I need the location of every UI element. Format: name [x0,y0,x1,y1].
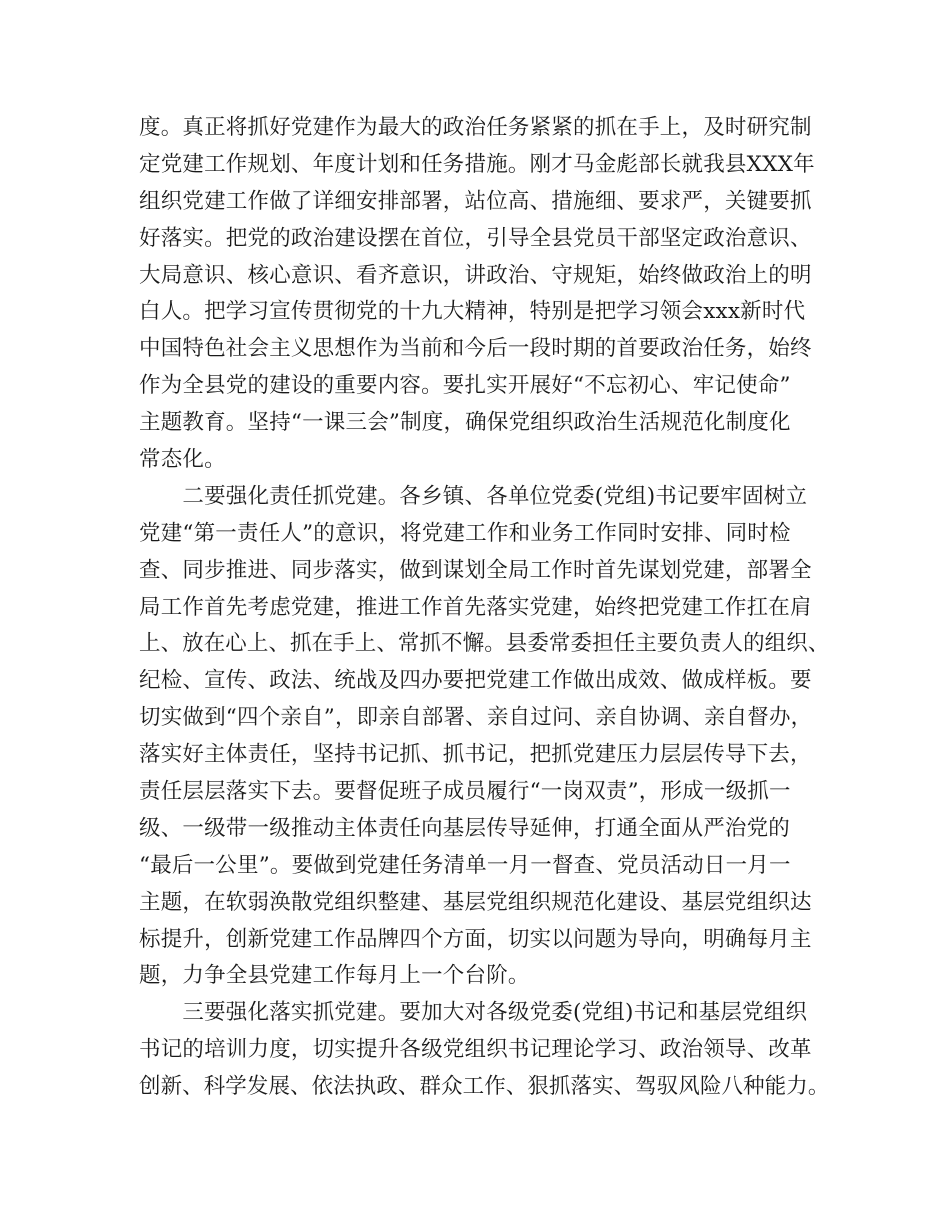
text-line: 党建“第一责任人”的意识，将党建工作和业务工作同时安排、同时检 [139,520,791,546]
text-line: 局工作首先考虑党建，推进工作首先落实党建，始终把党建工作扛在肩 [139,594,812,620]
text-line: “最后一公里”。要做到党建任务清单一月一督查、党员活动日一月一 [139,852,791,878]
text-line: 题，力争全县党建工作每月上一个台阶。 [139,963,530,989]
text-line: 度。真正将抓好党建作为最大的政治任务紧紧的抓在手上，及时研究制 [139,115,812,140]
text-line: 纪检、宣传、政法、统战及四办要把党建工作做出成效、做成样板。要 [139,668,812,694]
text-line: 二要强化责任抓党建。各乡镇、各单位党委(党组)书记要牢固树立 [139,483,808,509]
text-line: 常态化。 [139,447,226,473]
text-line: 书记的培训力度，切实提升各级党组织书记理论学习、政治领导、改革 [139,1037,812,1063]
text-line: 责任层层落实下去。要督促班子成员履行“一岗双责”，形成一级抓一 [139,779,791,805]
text-line: 白人。把学习宣传贯彻党的十九大精神，特别是把学习领会xxx新时代 [139,299,806,325]
text-line: 三要强化落实抓党建。要加大对各级党委(党组)书记和基层党组织 [139,1000,808,1026]
text-line: 主题教育。坚持“一课三会”制度，确保党组织政治生活规范化制度化 [139,410,791,436]
text-line: 主题，在软弱涣散党组织整建、基层党组织规范化建设、基层党组织达 [139,889,812,915]
text-line: 查、同步推进、同步落实，做到谋划全局工作时首先谋划党建，部署全 [139,557,812,583]
body-text [139,110,829,1106]
text-line: 定党建工作规划、年度计划和任务措施。刚才马金彪部长就我县XXX年 [139,151,815,177]
text-line: 切实做到“四个亲自”，即亲自部署、亲自过问、亲自协调、亲自督办， [139,705,813,731]
text-line: 好落实。把党的政治建设摆在首位，引导全县党员干部坚定政治意识、 [139,225,812,251]
text-line: 标提升，创新党建工作品牌四个方面，切实以问题为导向，明确每月主 [139,926,812,952]
text-line: 级、一级带一级推动主体责任向基层传导延伸，打通全面从严治党的 [139,815,791,841]
text-line: 创新、科学发展、依法执政、群众工作、狠抓落实、驾驭风险八种能力。 [139,1074,830,1100]
text-line: 中国特色社会主义思想作为当前和今后一段时期的首要政治任务，始终 [139,336,812,362]
text-line: 落实好主体责任，坚持书记抓、抓书记，把抓党建压力层层传导下去， [139,742,812,768]
text-line: 组织党建工作做了详细安排部署，站位高、措施细、要求严，关键要抓 [139,188,812,214]
text-line: 作为全县党的建设的重要内容。要扎实开展好“不忘初心、牢记使命” [139,373,791,399]
text-line: 上、放在心上、抓在手上、常抓不懈。县委常委担任主要负责人的组织、 [139,631,830,657]
text-line: 大局意识、核心意识、看齐意识，讲政治、守规矩，始终做政治上的明 [139,262,812,288]
